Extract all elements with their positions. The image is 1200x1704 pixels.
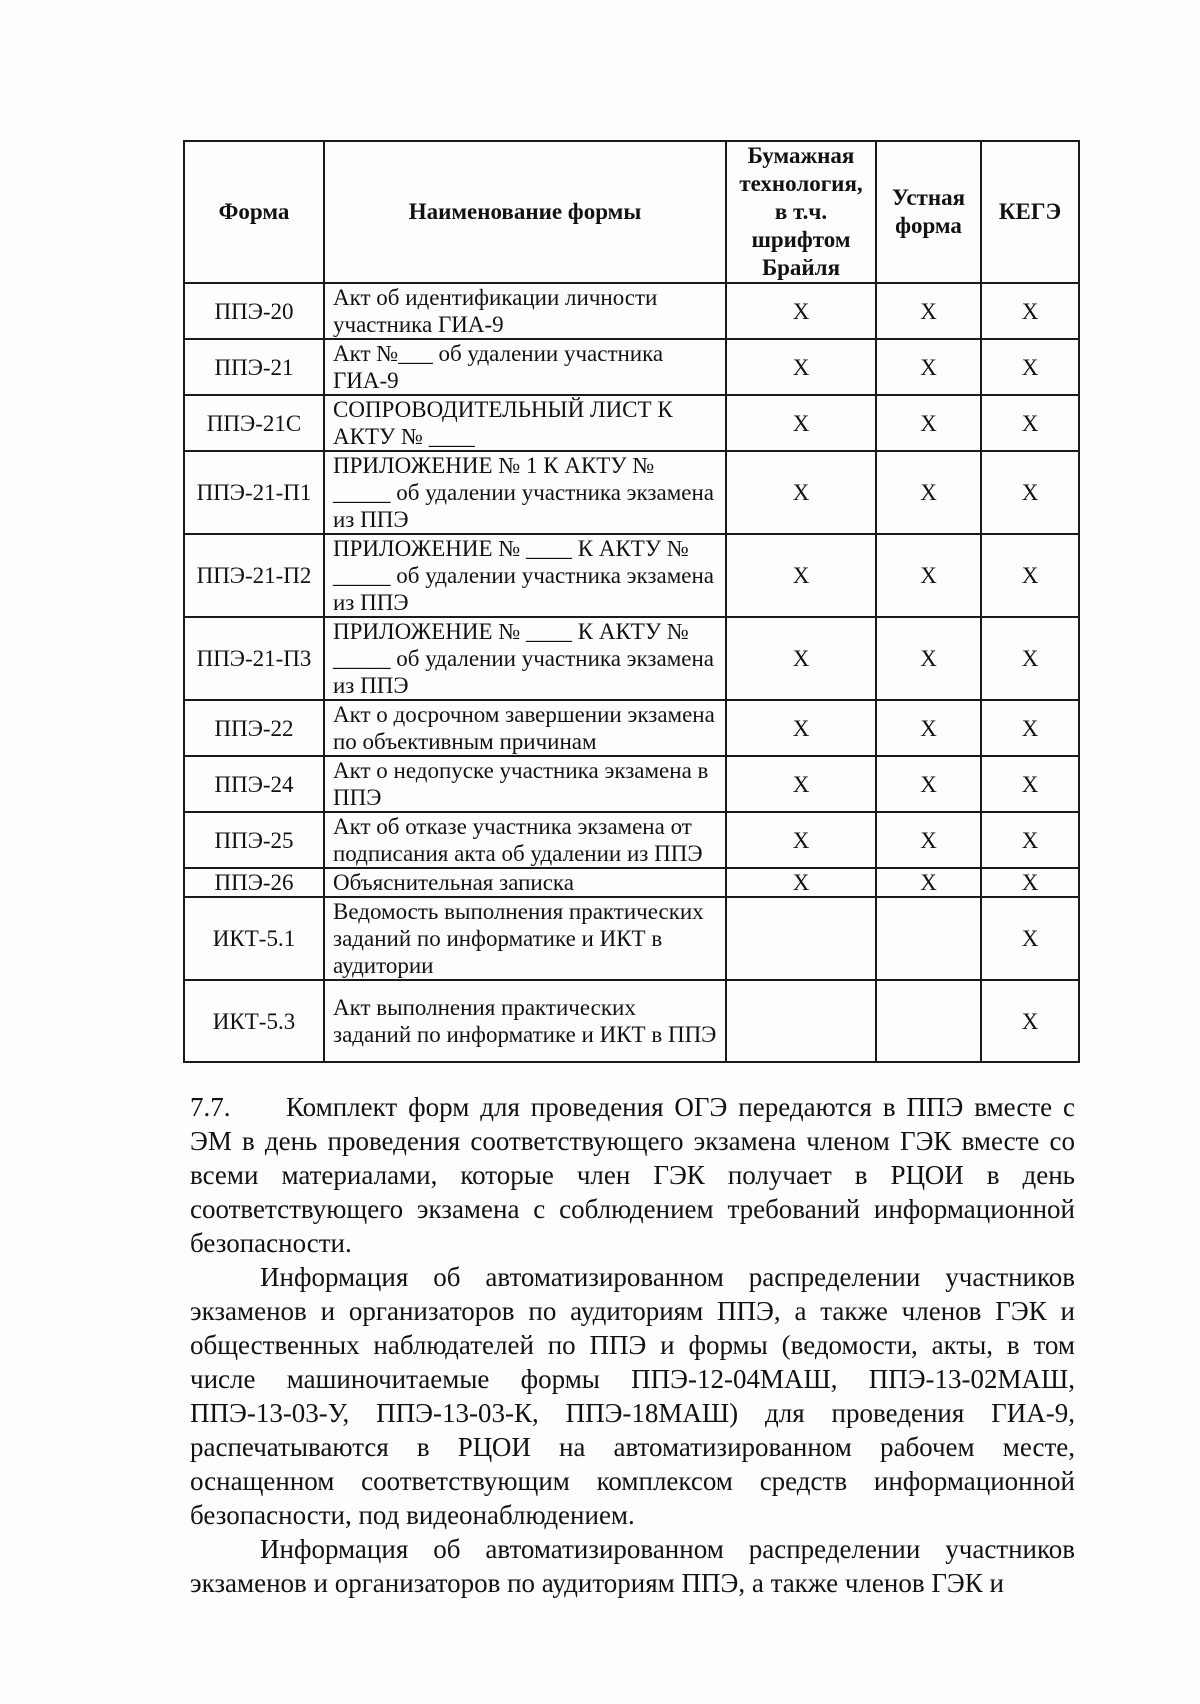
paper-mark: X (726, 812, 876, 868)
form-name: ПРИЛОЖЕНИЕ № 1 К АКТУ № _____ об удалении участника экзамена из ППЭ (324, 451, 726, 534)
kege-mark: X (981, 395, 1079, 451)
oral-mark (876, 897, 981, 980)
form-name: Акт о недопуске участника экзамена в ППЭ (324, 756, 726, 812)
form-name: Акт выполнения практических заданий по информатике и ИКТ в ППЭ (324, 980, 726, 1062)
paper-mark: X (726, 756, 876, 812)
oral-mark: X (876, 700, 981, 756)
oral-mark: X (876, 283, 981, 339)
paper-mark: X (726, 395, 876, 451)
paragraph-number: 7.7. (190, 1092, 231, 1122)
oral-mark: X (876, 868, 981, 897)
header-oral-form: Устная форма (876, 141, 981, 283)
form-code: ППЭ-24 (184, 756, 324, 812)
table-row (184, 756, 1079, 812)
oral-mark: X (876, 451, 981, 534)
table-row (184, 980, 1079, 1062)
form-name: Акт об идентификации личности участника ГИА-9 (324, 283, 726, 339)
table-row (184, 283, 1079, 339)
paper-mark: X (726, 534, 876, 617)
paragraph-distribution-info-continued: Информация об автоматизированном распределении участников экзаменов и организаторов по аудиториям ППЭ, а также членов ГЭК и (190, 1534, 1075, 1598)
kege-mark: X (981, 980, 1079, 1062)
kege-mark: X (981, 868, 1079, 897)
oral-mark: X (876, 617, 981, 700)
kege-mark: X (981, 812, 1079, 868)
table-row (184, 339, 1079, 395)
kege-mark: X (981, 283, 1079, 339)
form-code: ИКТ-5.3 (184, 980, 324, 1062)
form-code: ППЭ-20 (184, 283, 324, 339)
form-name: Акт об отказе участника экзамена от подписания акта об удалении из ППЭ (324, 812, 726, 868)
form-name: Ведомость выполнения практических заданий по информатике и ИКТ в аудитории (324, 897, 726, 980)
table-row (184, 451, 1079, 534)
kege-mark: X (981, 897, 1079, 980)
oral-mark: X (876, 339, 981, 395)
paragraph-distribution-info: Информация об автоматизированном распределении участников экзаменов и организаторов по аудиториям ППЭ, а также членов ГЭК и общественных наблюдателей по ППЭ и формы (ведомости, акты, в том числе машиночитаемые формы ППЭ-12-04МАШ, ППЭ-13-02МАШ, ППЭ-13-03-У, ППЭ-13-03-К, ППЭ-18МАШ) для проведения ГИА-9, распечатываются в РЦОИ на автоматизированном рабочем месте, оснащенном соответствующим комплексом средств информационной безопасности, под видеонаблюдением. (190, 1262, 1075, 1530)
form-code: ППЭ-21-П1 (184, 451, 324, 534)
form-code: ППЭ-21-П2 (184, 534, 324, 617)
table-row (184, 812, 1079, 868)
kege-mark: X (981, 451, 1079, 534)
form-code: ИКТ-5.1 (184, 897, 324, 980)
kege-mark: X (981, 534, 1079, 617)
paper-mark: X (726, 700, 876, 756)
table-row (184, 897, 1079, 980)
form-code: ППЭ-21 (184, 339, 324, 395)
table-row (184, 617, 1079, 700)
form-name: ПРИЛОЖЕНИЕ № ____ К АКТУ № _____ об удалении участника экзамена из ППЭ (324, 617, 726, 700)
header-paper-technology: Бумажная технология, в т.ч. шрифтом Брайля (726, 141, 876, 283)
form-code: ППЭ-21С (184, 395, 324, 451)
table-row (184, 700, 1079, 756)
form-name: Акт о досрочном завершении экзамена по объективным причинам (324, 700, 726, 756)
paper-mark: X (726, 617, 876, 700)
paragraph-text: Комплект форм для проведения ОГЭ передаются в ППЭ вместе с ЭМ в день проведения соответствующего экзамена членом ГЭК вместе со всеми материалами, которые член ГЭК получает в РЦОИ в день соответствующего экзамена с соблюдением требований информационной безопасности. (190, 1092, 1075, 1258)
paper-mark: X (726, 868, 876, 897)
form-name: Объяснительная записка (324, 868, 726, 897)
oral-mark: X (876, 756, 981, 812)
oral-mark (876, 980, 981, 1062)
body-text (190, 1090, 1075, 1600)
paper-mark: X (726, 451, 876, 534)
form-name: СОПРОВОДИТЕЛЬНЫЙ ЛИСТ К АКТУ № ____ (324, 395, 726, 451)
paragraph-7-7 (190, 1090, 1075, 1260)
table-header-row (184, 141, 1079, 283)
kege-mark: X (981, 700, 1079, 756)
form-name: Акт №___ об удалении участника ГИА-9 (324, 339, 726, 395)
paper-mark (726, 980, 876, 1062)
form-code: ППЭ-22 (184, 700, 324, 756)
oral-mark: X (876, 812, 981, 868)
paper-mark (726, 897, 876, 980)
form-code: ППЭ-25 (184, 812, 324, 868)
table-row (184, 395, 1079, 451)
table-row (184, 534, 1079, 617)
header-form: Форма (184, 141, 324, 283)
paper-mark: X (726, 339, 876, 395)
kege-mark: X (981, 617, 1079, 700)
table-row (184, 868, 1079, 897)
oral-mark: X (876, 534, 981, 617)
kege-mark: X (981, 756, 1079, 812)
forms-table (183, 140, 1080, 1063)
paper-mark: X (726, 283, 876, 339)
oral-mark: X (876, 395, 981, 451)
header-form-name: Наименование формы (324, 141, 726, 283)
header-kege: КЕГЭ (981, 141, 1079, 283)
kege-mark: X (981, 339, 1079, 395)
form-code: ППЭ-26 (184, 868, 324, 897)
form-name: ПРИЛОЖЕНИЕ № ____ К АКТУ № _____ об удалении участника экзамена из ППЭ (324, 534, 726, 617)
form-code: ППЭ-21-П3 (184, 617, 324, 700)
